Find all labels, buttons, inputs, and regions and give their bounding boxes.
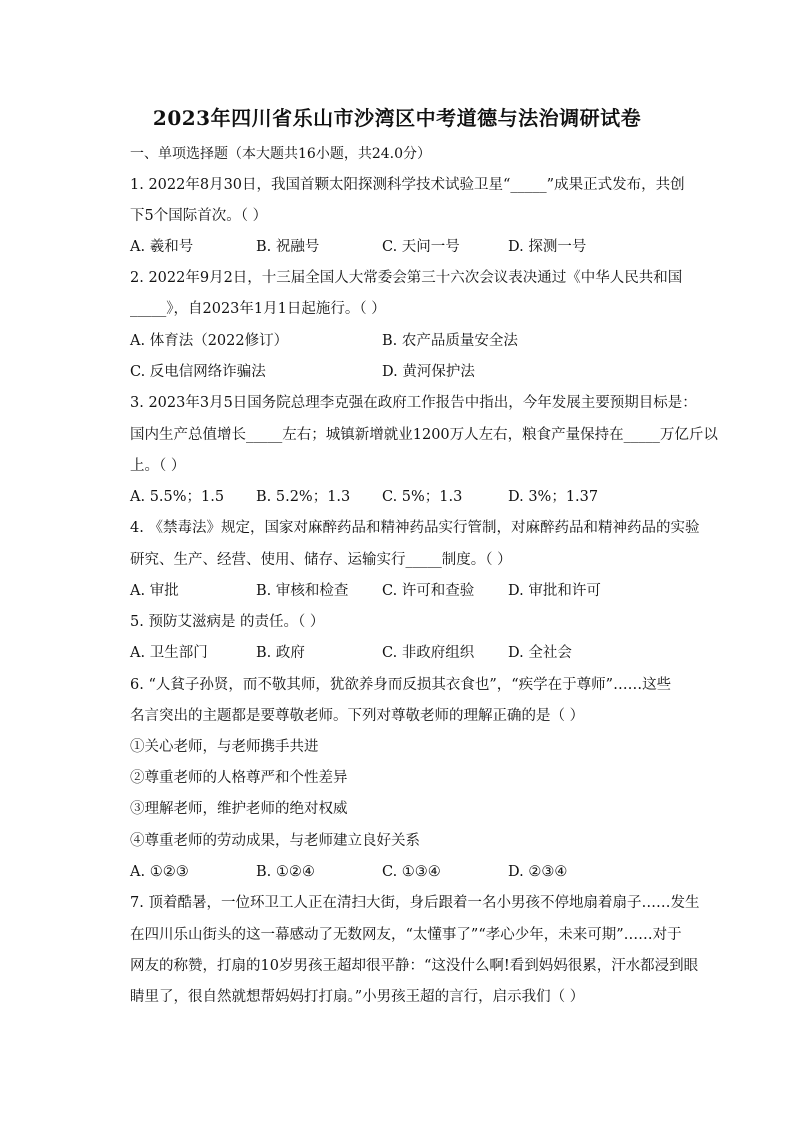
- question-4-option-d[interactable]: D. 审批和许可: [508, 583, 601, 599]
- question-1-line-2: 下5个国际首次。（ ）: [130, 208, 268, 224]
- question-4-line-1: 4. 《禁毒法》规定，国家对麻醉药品和精神药品实行管制，对麻醉药品和精神药品的实验: [130, 520, 700, 536]
- question-7-line-4: 睛里了，很自然就想帮妈妈打打扇。”小男孩王超的言行，启示我们（ ）: [130, 989, 585, 1005]
- question-6-item-1: ①关心老师，与老师携手共进: [130, 739, 319, 755]
- question-5-line-1: 5. 预防艾滋病是 的责任。（ ）: [130, 614, 325, 630]
- question-3-option-b[interactable]: B. 5.2%；1.3: [256, 489, 351, 505]
- question-6-option-b[interactable]: B. ①②④: [256, 864, 315, 880]
- question-6-line-2: 名言突出的主题都是要尊敬老师。下列对尊敬老师的理解正确的是（ ）: [130, 708, 585, 724]
- question-1-line-1: 1. 2022年8月30日，我国首颗太阳探测科学技术试验卫星“_____”成果正式发布，共创: [130, 177, 685, 193]
- question-1-option-a[interactable]: A. 羲和号: [130, 239, 194, 255]
- question-7-line-1: 7. 顶着酷暑，一位环卫工人正在清扫大街，身后跟着一名小男孩不停地扇着扇子……发生: [130, 895, 700, 911]
- question-3-line-2: 国内生产总值增长_____左右；城镇新增就业1200万人左右，粮食产量保持在_____万亿斤以: [130, 427, 718, 443]
- question-3-line-3: 上。（ ）: [130, 458, 186, 474]
- question-4-line-2: 研究、生产、经营、使用、储存、运输实行_____制度。（ ）: [130, 552, 512, 568]
- question-7-line-3: 网友的称赞，打扇的10岁男孩王超却很平静：“这没什么啊!看到妈妈很累，汗水都浸到眼: [130, 958, 699, 974]
- question-3-option-a[interactable]: A. 5.5%；1.5: [130, 489, 225, 505]
- question-5-option-a[interactable]: A. 卫生部门: [130, 645, 208, 661]
- question-4-option-c[interactable]: C. 许可和查验: [382, 583, 475, 599]
- question-5-option-b[interactable]: B. 政府: [256, 645, 305, 661]
- question-2-line-1: 2. 2022年9月2日，十三届全国人大常委会第三十六次会议表决通过《中华人民共和国: [130, 270, 683, 286]
- question-3-line-1: 3. 2023年3月5日国务院总理李克强在政府工作报告中指出，今年发展主要预期目标是：: [130, 395, 697, 411]
- question-1-option-b[interactable]: B. 祝融号: [256, 239, 320, 255]
- question-5-option-d[interactable]: D. 全社会: [508, 645, 572, 661]
- question-3-option-c[interactable]: C. 5%；1.3: [382, 489, 463, 505]
- question-6-item-4: ④尊重老师的劳动成果，与老师建立良好关系: [130, 833, 420, 849]
- question-5-option-c[interactable]: C. 非政府组织: [382, 645, 475, 661]
- question-7-line-2: 在四川乐山街头的这一幕感动了无数网友，“太懂事了”“孝心少年，未来可期”……对于: [130, 927, 682, 943]
- page-title: 2023年四川省乐山市沙湾区中考道德与法治调研试卷: [152, 106, 642, 130]
- question-2-option-d[interactable]: D. 黄河保护法: [382, 364, 475, 380]
- question-4-option-b[interactable]: B. 审核和检查: [256, 583, 349, 599]
- question-6-line-1: 6. “人貧子孙贤，而不敬其师，犹欲养身而反损其衣食也”，“疾学在于尊师”……这些: [130, 677, 672, 693]
- question-3-option-d[interactable]: D. 3%；1.37: [508, 489, 599, 505]
- question-4-option-a[interactable]: A. 审批: [130, 583, 179, 599]
- section-heading: 一、单项选择题（本大题共16小题，共24.0分）: [130, 146, 431, 162]
- question-2-option-c[interactable]: C. 反电信网络诈骗法: [130, 364, 266, 380]
- question-6-item-3: ③理解老师，维护老师的绝对权威: [130, 801, 348, 817]
- question-6-item-2: ②尊重老师的人格尊严和个性差异: [130, 770, 348, 786]
- question-6-option-d[interactable]: D. ②③④: [508, 864, 568, 880]
- question-2-option-b[interactable]: B. 农产品质量安全法: [382, 333, 518, 349]
- question-1-option-d[interactable]: D. 探测一号: [508, 239, 587, 255]
- question-2-option-a[interactable]: A. 体育法（2022修订）: [130, 333, 289, 349]
- question-6-option-c[interactable]: C. ①③④: [382, 864, 441, 880]
- question-1-option-c[interactable]: C. 天问一号: [382, 239, 460, 255]
- question-2-line-2: _____》，自2023年1月1日起施行。（ ）: [130, 301, 386, 317]
- question-6-option-a[interactable]: A. ①②③: [130, 864, 189, 880]
